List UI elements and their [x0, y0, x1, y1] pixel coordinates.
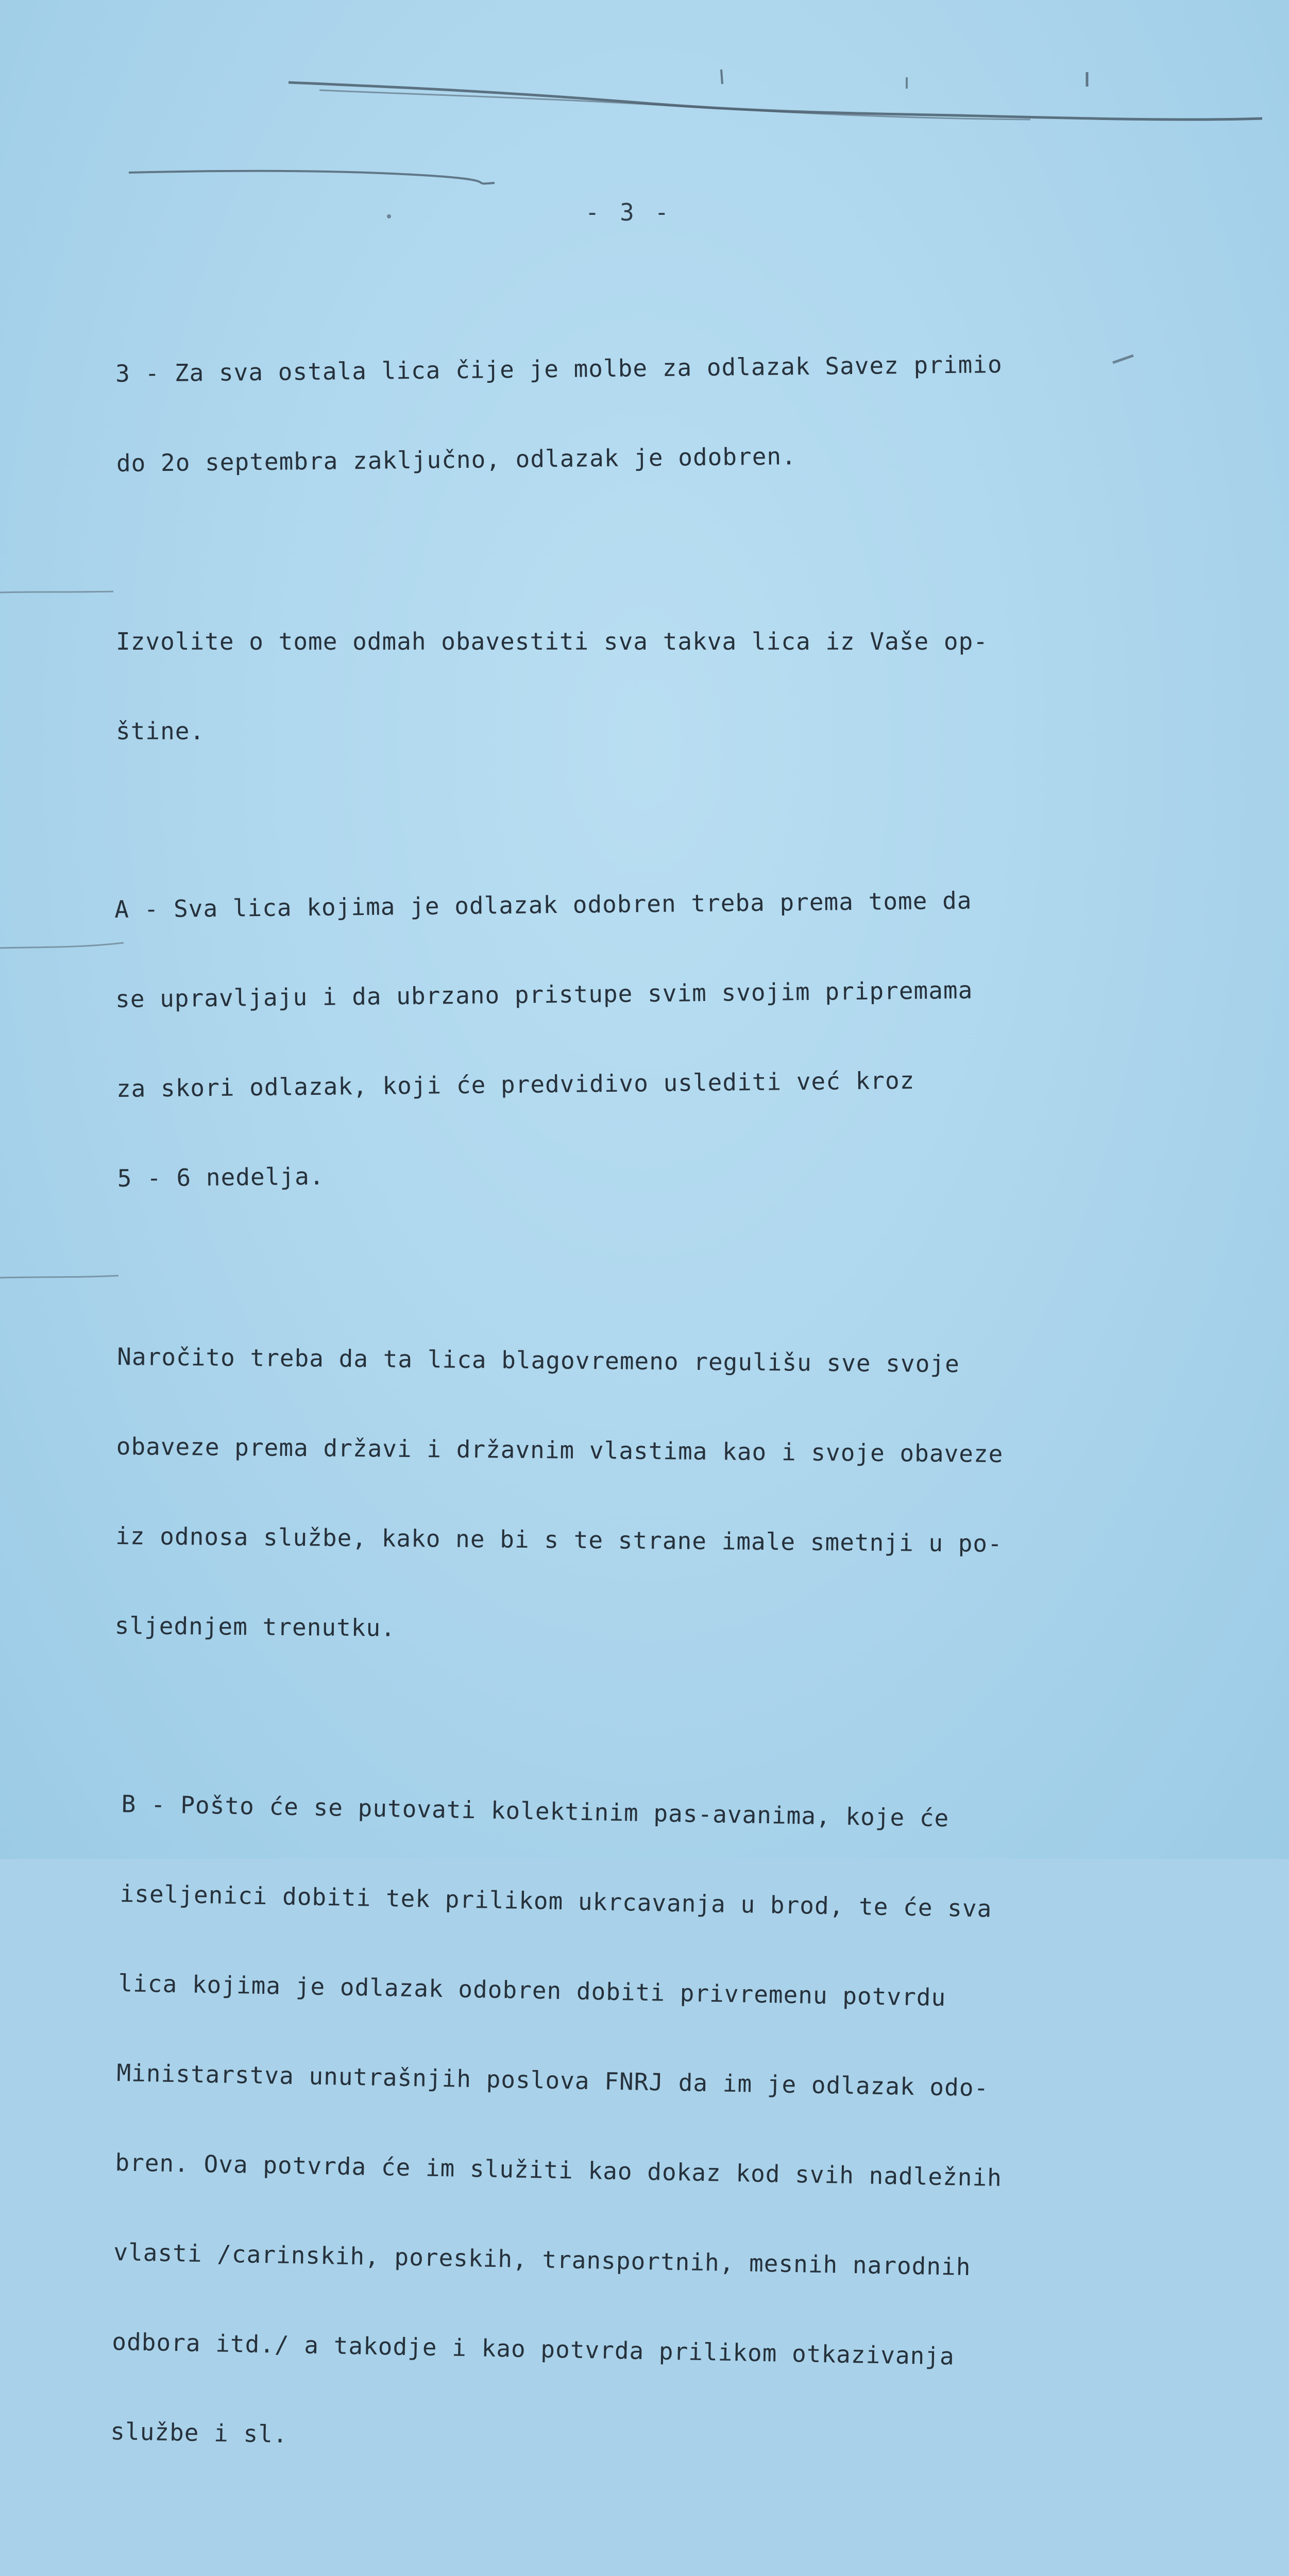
text-line: obaveze prema državi i državnim vlastima kao i svoje obaveze — [116, 1432, 1004, 1468]
page-number: - 3 - — [585, 198, 672, 226]
text-line: lica kojima je odlazak odobren dobiti privremenu potvrdu — [118, 1969, 946, 2012]
paragraph-b — [109, 1729, 1132, 2523]
text-line: štine. — [116, 717, 205, 745]
text-line: bren. Ova potvrda će im služiti kao dokaz kod svih nadležnih — [115, 2148, 1003, 2192]
text-line: službe i sl. — [110, 2417, 289, 2448]
paragraph-confirmations — [114, 2535, 1127, 2576]
paragraph-obligations — [114, 1282, 1127, 1709]
text-line: Naročito treba da ta lica blagovremeno regulišu sve svoje — [117, 1343, 960, 1378]
text-line: Ministarstva unutrašnjih poslova FNRJ da im je odlazak odo- — [116, 2059, 989, 2102]
paragraph-a — [114, 824, 1128, 1252]
text-line: odbora itd./ a takodje i kao potvrda prilikom otkazivanja — [111, 2327, 955, 2370]
text-line: se upravljaju i da ubrzano pristupe svim svojim pripremama — [115, 976, 973, 1013]
text-line: 3 - Za sva ostala lica čije je molbe za odlazak Savez primio — [115, 350, 1003, 388]
text-line: A - Sva lica kojima je odlazak odobren treba prema tome da — [114, 886, 972, 924]
text-line: iz odnosa službe, kako ne bi s te strane imale smetnji u po- — [115, 1521, 1003, 1558]
text-line: za skori odlazak, koji će predvidivo uslediti već kroz — [116, 1066, 915, 1103]
paragraph-3 — [115, 288, 1127, 537]
text-line: do 2o septembra zaključno, odlazak je odobren. — [116, 442, 797, 477]
text-line: B - Pošto će se putovati kolektinim pas-avanima, koje će — [121, 1790, 949, 1833]
text-line: iseljenici dobiti tek prilikom ukrcavanja u brod, te će sva — [120, 1879, 992, 1923]
text-line: vlasti /carinskih, poreskih, transportnih, mesnih narodnih — [113, 2238, 971, 2281]
letter-body — [110, 299, 1126, 2576]
text-line: Izvolite o tome odmah obavestiti sva takva lica iz Vaše op- — [116, 628, 988, 655]
text-line: 5 - 6 nedelja. — [117, 1162, 325, 1192]
text-line: sljednjem trenutku. — [114, 1611, 396, 1642]
paragraph-notify — [116, 567, 1126, 806]
scan-edge-marks — [0, 0, 1289, 216]
